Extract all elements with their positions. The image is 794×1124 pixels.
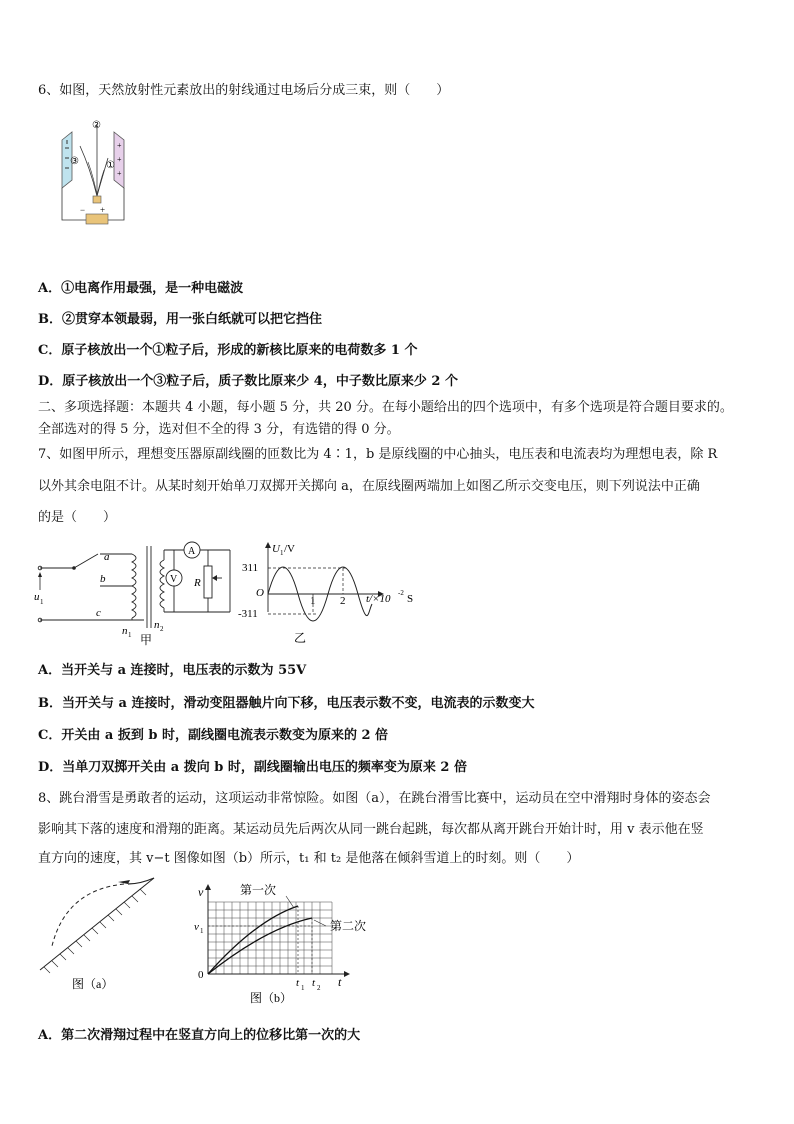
t2-label: t [312, 977, 316, 989]
y-axis-label: U [272, 543, 280, 555]
q8-stem-1: 8、跳台滑雪是勇敢者的运动，这项运动非常惊险。如图（a），在跳台滑雪比赛中，运动员在空中滑翔时身体的姿态会 [38, 791, 711, 806]
x-axis-label: t/×10 [366, 593, 391, 605]
section2-heading-1: 二、多项选择题：本题共 4 小题，每小题 5 分，共 20 分。在每小题给出的四个选项中，有多个选项是符合题目要求的。 [38, 400, 733, 415]
section2-heading-2: 全部选对的得 5 分，选对但不全的得 3 分，有选错的得 0 分。 [38, 422, 400, 437]
q6-option-a: A．①电离作用最强，是一种电磁波 [38, 281, 244, 296]
q7-transformer-circuit [34, 538, 250, 648]
svg-text:+: + [117, 169, 122, 178]
svg-text:−: − [80, 205, 86, 215]
second-trial-label: 第二次 [330, 919, 367, 933]
n1-label: n [122, 625, 128, 637]
origin-label: 0 [198, 969, 204, 981]
origin-label: O [256, 587, 264, 599]
q8-stem-2: 影响其下落的速度和滑翔的距离。某运动员先后两次从同一跳台起跳，每次都从离开跳台开始计时，用 v 表示他在竖 [38, 822, 704, 837]
q6-option-d: D．原子核放出一个③粒子后，质子数比原来少 4，中子数比原来少 2 个 [38, 374, 458, 389]
ammeter-symbol: A [188, 546, 196, 557]
v-axis-label: v [198, 885, 204, 899]
tap-a-label: a [104, 551, 110, 563]
v1-sub: 1 [200, 927, 204, 935]
caption-b: 图（b） [250, 991, 293, 1005]
y-max-label: 311 [242, 562, 259, 574]
x-axis-unit: S [407, 593, 414, 605]
y-min-label: -311 [238, 608, 258, 620]
n2-sub: 2 [160, 625, 164, 633]
q6-option-c: C．原子核放出一个①粒子后，形成的新核比原来的电荷数多 1 个 [38, 343, 418, 358]
y-axis-sub: 1 [280, 549, 284, 557]
t2-sub: 2 [317, 984, 321, 992]
v1-label: v [194, 921, 199, 933]
svg-text:+: + [117, 155, 122, 164]
q7-stem-2: 以外其余电阻不计。从某时刻开始单刀双掷开关掷向 a，在原线圈两端加上如图乙所示交变电压，则下列说法中正确 [38, 479, 700, 494]
ray-2-label: ② [92, 120, 101, 131]
tap-c-label: c [96, 607, 101, 619]
first-trial-label: 第一次 [240, 883, 277, 897]
x-axis-exp: -2 [398, 589, 404, 597]
ray-1-label: ① [106, 160, 115, 171]
caption-yi: 乙 [294, 631, 307, 645]
q6-option-b: B．②贯穿本领最弱，用一张白纸就可以把它挡住 [38, 312, 322, 327]
q8-stem-3: 直方向的速度，其 v−t 图像如图（b）所示，t₁ 和 t₂ 是他落在倾斜雪道上的时刻。则（ ） [38, 851, 580, 866]
svg-text:+: + [117, 141, 122, 150]
q8-option-a: A．第二次滑翔过程中在竖直方向上的位移比第一次的大 [38, 1028, 361, 1043]
q7-stem-1: 7、如图甲所示，理想变压器原副线圈的匝数比为 4∶1，b 是原线圈的中心抽头，电压表和电流表均为理想电表，除 R [38, 447, 718, 462]
x-tick-2: 2 [340, 595, 346, 607]
q8-ski-jump-figure [36, 870, 164, 994]
t-axis-label: t [338, 975, 342, 989]
svg-text:+: + [100, 205, 106, 215]
t1-label: t [296, 977, 300, 989]
q8-vt-graph [186, 880, 386, 1006]
q7-stem-3: 的是（ ） [38, 510, 117, 525]
q7-option-d: D．当单刀双掷开关由 a 拨向 b 时，副线圈输出电压的频率变为原来 2 倍 [38, 760, 467, 775]
q6-stem: 6、如图，天然放射性元素放出的射线通过电场后分成三束，则（ ） [38, 83, 450, 98]
caption-a: 图（a） [72, 977, 114, 991]
n2-label: n [154, 619, 160, 631]
u1-label: u [34, 591, 40, 603]
x-tick-1: 1 [310, 595, 316, 607]
tap-b-label: b [100, 573, 106, 585]
q6-radiation-figure [50, 118, 130, 240]
resistor-label: R [194, 577, 201, 589]
n1-sub: 1 [128, 631, 132, 639]
q7-option-a: A．当开关与 a 连接时，电压表的示数为 55V [38, 663, 307, 678]
q7-option-c: C．开关由 a 扳到 b 时，副线圈电流表示数变为原来的 2 倍 [38, 728, 389, 743]
q7-option-b: B．当开关与 a 连接时，滑动变阻器触片向下移，电压表示数不变，电流表的示数变大 [38, 696, 535, 711]
t1-sub: 1 [301, 984, 305, 992]
voltmeter-symbol: V [170, 574, 178, 585]
ray-3-label: ③ [70, 156, 79, 167]
u1-sub: 1 [40, 598, 44, 606]
caption-jia: 甲 [140, 633, 153, 647]
q7-voltage-graph [234, 538, 424, 646]
y-axis-unit: /V [284, 543, 295, 555]
